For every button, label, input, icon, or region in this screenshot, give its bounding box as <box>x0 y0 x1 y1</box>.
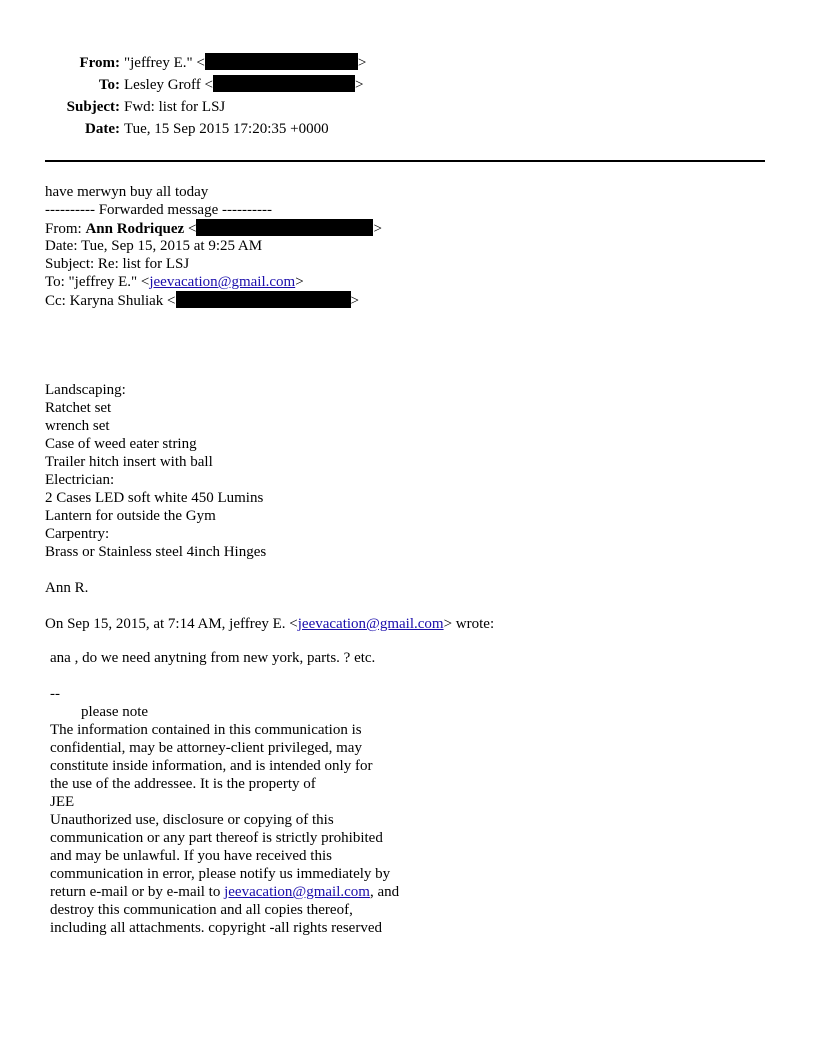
list-item: Carpentry: <box>45 526 110 542</box>
return-suffix: , and <box>369 884 400 900</box>
redacted-email <box>176 291 351 308</box>
from-value: "jeffrey E." < <box>124 55 205 71</box>
fwd-cc-prefix: Cc: Karyna Shuliak < <box>45 293 176 309</box>
please-note: please note <box>81 704 149 720</box>
redacted-email <box>213 75 355 92</box>
date-value: Tue, 15 Sep 2015 17:20:35 +0000 <box>124 121 329 137</box>
notice-line: constitute inside information, and is intended only for <box>50 758 373 774</box>
quoted-question: ana , do we need anytning from new york, parts. ? etc. <box>50 650 376 666</box>
wrote-line <box>45 615 765 633</box>
redacted-email <box>205 53 358 70</box>
notice-line: the use of the addressee. It is the property of <box>50 776 316 792</box>
close-bracket: > <box>357 55 367 71</box>
notice-line: and may be unlawful. If you have received this <box>50 848 332 864</box>
notice-line: Unauthorized use, disclosure or copying of this <box>50 812 334 828</box>
notice-line: including all attachments. copyright -all rights reserved <box>50 920 382 936</box>
wrote-email-link[interactable]: jeevacation@gmail.com <box>297 616 444 632</box>
forwarded-marker: ---------- Forwarded message ---------- <box>45 202 272 218</box>
date-label: Date: <box>85 121 120 137</box>
list-item: 2 Cases LED soft white 450 Lumins <box>45 490 264 506</box>
email-body <box>45 183 765 633</box>
notice-line: The information contained in this communication is <box>50 722 362 738</box>
from-label: From: <box>79 55 120 71</box>
header-to-row <box>40 74 440 96</box>
header-divider <box>45 160 765 162</box>
wrote-suffix: > wrote: <box>443 616 495 632</box>
notice-return-line <box>50 883 750 901</box>
list-item: Trailer hitch insert with ball <box>45 454 213 470</box>
fwd-from-name: Ann Rodriquez <box>85 221 185 237</box>
wrote-prefix: On Sep 15, 2015, at 7:14 AM, jeffrey E. < <box>45 616 298 632</box>
list-item: Electrician: <box>45 472 115 488</box>
subject-label: Subject: <box>66 99 120 115</box>
fwd-cc-line <box>45 291 765 309</box>
notice-line: confidential, may be attorney-client privileged, may <box>50 740 362 756</box>
redacted-email <box>196 219 373 236</box>
list-item: Lantern for outside the Gym <box>45 508 216 524</box>
to-label: To: <box>98 77 120 93</box>
subject-value: Fwd: list for LSJ <box>124 99 226 115</box>
fwd-date-line: Date: Tue, Sep 15, 2015 at 9:25 AM <box>45 238 263 254</box>
header-subject-row <box>40 96 440 118</box>
signoff: Ann R. <box>45 580 89 596</box>
email-header <box>40 52 440 140</box>
fwd-to-email-link[interactable]: jeevacation@gmail.com <box>149 274 296 290</box>
return-email-link[interactable]: jeevacation@gmail.com <box>224 884 370 900</box>
notice-line: communication or any part thereof is strictly prohibited <box>50 830 383 846</box>
fwd-to-prefix: To: "jeffrey E." < <box>45 274 150 290</box>
notice-line: JEE <box>50 794 75 810</box>
close-bracket: > <box>295 274 304 290</box>
fwd-to-line <box>45 273 765 291</box>
fwd-from-open: < <box>184 221 197 237</box>
list-item: Ratchet set <box>45 400 112 416</box>
close-bracket: > <box>373 221 382 237</box>
intro-line: have merwyn buy all today <box>45 184 209 200</box>
signature-dash: -- <box>50 686 60 702</box>
notice-line: destroy this communication and all copies thereof, <box>50 902 353 918</box>
list-item: Landscaping: <box>45 382 126 398</box>
list-item: Case of weed eater string <box>45 436 197 452</box>
fwd-subject-line: Subject: Re: list for LSJ <box>45 256 190 272</box>
return-prefix: return e-mail or by e-mail to <box>50 884 225 900</box>
list-item: Brass or Stainless steel 4inch Hinges <box>45 544 267 560</box>
fwd-from-prefix: From: <box>45 221 86 237</box>
fwd-from-line <box>45 219 765 237</box>
notice-line: communication in error, please notify us immediately by <box>50 866 391 882</box>
to-value: Lesley Groff < <box>124 77 213 93</box>
header-from-row <box>40 52 440 74</box>
header-date-row <box>40 118 440 140</box>
close-bracket: > <box>350 293 359 309</box>
close-bracket: > <box>355 77 364 93</box>
list-item: wrench set <box>45 418 110 434</box>
quoted-message <box>50 649 750 937</box>
shopping-list <box>45 381 765 561</box>
